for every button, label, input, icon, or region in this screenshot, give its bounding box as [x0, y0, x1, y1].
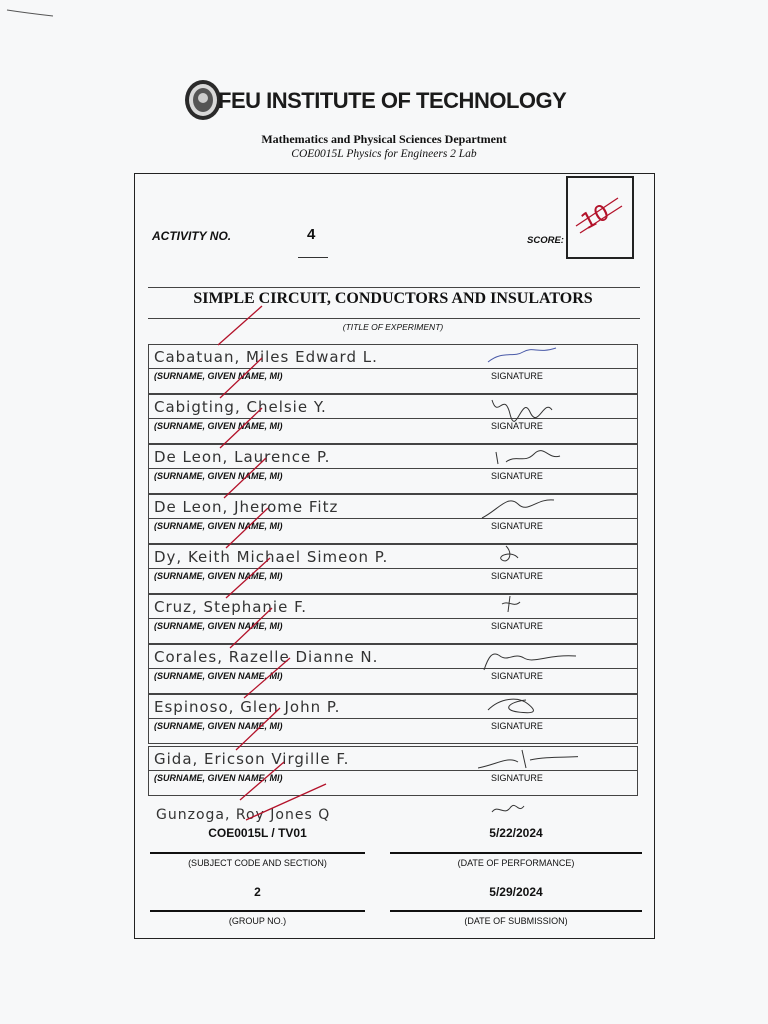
signature-image: [478, 340, 578, 372]
signature-caption: SIGNATURE: [491, 671, 543, 681]
member-name: Espinoso, Glen John P.: [154, 698, 341, 716]
signature-image: [478, 440, 578, 472]
member-row: [148, 594, 638, 644]
signature-image: [478, 540, 578, 572]
activity-underline: [298, 257, 328, 258]
member-row: [148, 444, 638, 494]
member-name: De Leon, Laurence P.: [154, 448, 331, 466]
course-name: COE0015L Physics for Engineers 2 Lab: [291, 148, 477, 160]
subject-code-caption: (SUBJECT CODE AND SECTION): [188, 858, 327, 868]
signature-image: [478, 590, 578, 622]
member-name-caption: (SURNAME, GIVEN NAME, MI): [154, 721, 283, 731]
signature-image: [478, 490, 578, 522]
signature-caption: SIGNATURE: [491, 421, 543, 431]
member-name-caption: (SURNAME, GIVEN NAME, MI): [154, 421, 283, 431]
signature-caption: SIGNATURE: [491, 521, 543, 531]
member-name: Cruz, Stephanie F.: [154, 598, 308, 616]
member-name: Gida, Ericson Virgille F.: [154, 750, 350, 768]
svg-text:10: 10: [577, 200, 614, 236]
signature-image: [478, 690, 578, 722]
signature-caption: SIGNATURE: [491, 621, 543, 631]
date-of-submission-value: 5/29/2024: [489, 885, 543, 899]
stray-pen-mark: [5, 6, 55, 18]
activity-number: 4: [307, 226, 316, 243]
experiment-title: SIMPLE CIRCUIT, CONDUCTORS AND INSULATORS: [193, 290, 593, 307]
member-name: De Leon, Jherome Fitz: [154, 498, 339, 516]
member-name-caption: (SURNAME, GIVEN NAME, MI): [154, 773, 283, 783]
date-of-submission-rule: [390, 910, 642, 912]
member-row: [148, 544, 638, 594]
activity-label: ACTIVITY NO.: [152, 229, 232, 243]
member-row: [148, 746, 638, 796]
signature-image: [478, 640, 578, 672]
signature-caption: SIGNATURE: [491, 571, 543, 581]
member-name-caption: (SURNAME, GIVEN NAME, MI): [154, 471, 283, 481]
title-top-rule: [148, 287, 640, 288]
member-name-caption: (SURNAME, GIVEN NAME, MI): [154, 521, 283, 531]
member-name: Cabigting, Chelsie Y.: [154, 398, 327, 416]
institution-name: FEU INSTITUTE OF TECHNOLOGY: [218, 88, 567, 113]
title-bottom-rule: [148, 318, 640, 319]
subject-code-rule: [150, 852, 365, 854]
signature-caption: SIGNATURE: [491, 371, 543, 381]
group-number-caption: (GROUP NO.): [228, 916, 287, 926]
group-number-rule: [150, 910, 365, 912]
signature-image: [478, 390, 578, 422]
date-of-performance-value: 5/22/2024: [489, 826, 543, 840]
score-box: [566, 176, 634, 259]
signature-caption: SIGNATURE: [491, 721, 543, 731]
handwritten-score: [568, 178, 632, 257]
member-row: [148, 394, 638, 444]
member-row: [148, 644, 638, 694]
department-name: Mathematics and Physical Sciences Department: [261, 132, 507, 146]
date-of-submission-caption: (DATE OF SUBMISSION): [464, 916, 568, 926]
member-row: [148, 694, 638, 744]
signature-caption: SIGNATURE: [491, 471, 543, 481]
score-label: SCORE:: [527, 235, 564, 246]
member-name: Corales, Razelle Dianne N.: [154, 648, 379, 666]
date-of-performance-rule: [390, 852, 642, 854]
group-number-value: 2: [254, 885, 261, 899]
member-name-caption: (SURNAME, GIVEN NAME, MI): [154, 571, 283, 581]
member-name-caption: (SURNAME, GIVEN NAME, MI): [154, 621, 283, 631]
member-name: Dy, Keith Michael Simeon P.: [154, 548, 389, 566]
signature-caption: SIGNATURE: [491, 773, 543, 783]
member-row: [148, 344, 638, 394]
member-name: Cabatuan, Miles Edward L.: [154, 348, 378, 366]
subject-code-value: COE0015L / TV01: [208, 826, 307, 840]
member-name-caption: (SURNAME, GIVEN NAME, MI): [154, 671, 283, 681]
date-of-performance-caption: (DATE OF PERFORMANCE): [457, 858, 575, 868]
member-name: Gunzoga, Roy Jones Q: [156, 807, 331, 823]
member-row: [148, 494, 638, 544]
member-name-caption: (SURNAME, GIVEN NAME, MI): [154, 371, 283, 381]
signature-image: [478, 742, 578, 774]
feu-seal-logo: [183, 78, 223, 122]
experiment-title-caption: (TITLE OF EXPERIMENT): [342, 322, 444, 332]
signature-image: [488, 800, 528, 820]
